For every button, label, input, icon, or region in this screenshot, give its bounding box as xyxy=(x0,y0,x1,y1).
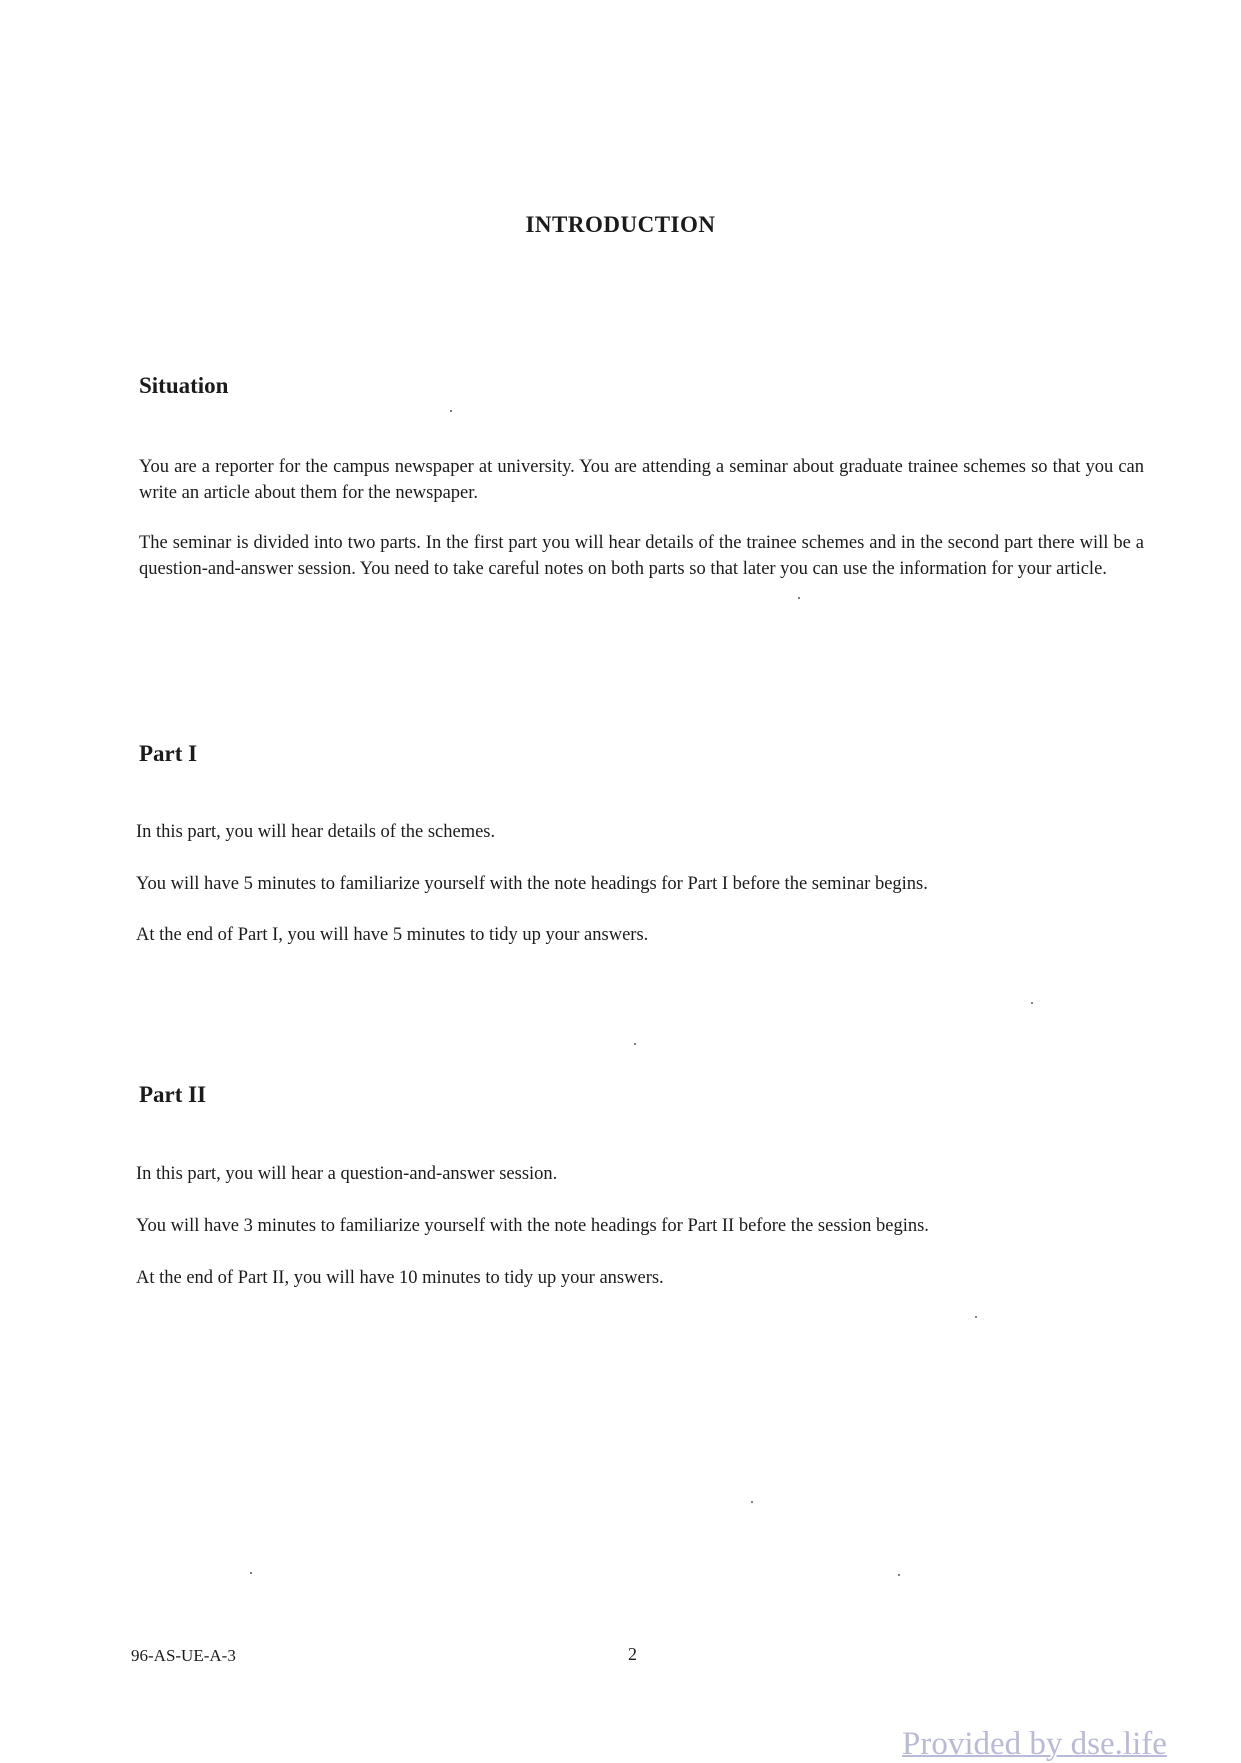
situation-paragraph-2: The seminar is divided into two parts. In the first part you will hear details of the trainee schemes and in the second part there will be a question-and-answer session. You need to take careful notes on both parts so that later you can use the information for your article. xyxy=(139,533,1144,579)
watermark-link[interactable]: Provided by dse.life xyxy=(902,1726,1167,1762)
page-title: INTRODUCTION xyxy=(525,212,716,237)
scan-speck xyxy=(798,597,800,599)
scan-speck xyxy=(1031,1002,1033,1004)
situation-heading: Situation xyxy=(139,373,229,398)
part2-line-1: In this part, you will hear a question-and-answer session. xyxy=(136,1164,558,1184)
part1-line-2: You will have 5 minutes to familiarize yourself with the note headings for Part I before the seminar begins. xyxy=(136,874,928,894)
scan-speck xyxy=(898,1574,900,1576)
part1-line-3: At the end of Part I, you will have 5 minutes to tidy up your answers. xyxy=(136,925,649,945)
part2-heading: Part II xyxy=(139,1082,207,1107)
situation-paragraph-1: You are a reporter for the campus newspaper at university. You are attending a seminar about graduate trainee schemes so that you can write an article about them for the newspaper. xyxy=(139,457,1144,503)
scan-speck xyxy=(975,1316,977,1318)
scan-speck xyxy=(634,1043,636,1045)
part1-line-1: In this part, you will hear details of the schemes. xyxy=(136,822,496,842)
scan-speck xyxy=(250,1572,252,1574)
scan-speck xyxy=(450,410,452,412)
part1-heading: Part I xyxy=(139,741,198,766)
footer-document-code: 96-AS-UE-A-3 xyxy=(131,1646,236,1665)
footer-page-number: 2 xyxy=(628,1644,637,1664)
part2-line-3: At the end of Part II, you will have 10 minutes to tidy up your answers. xyxy=(136,1268,664,1288)
part2-line-2: You will have 3 minutes to familiarize yourself with the note headings for Part II before the session begins. xyxy=(136,1216,929,1236)
scan-speck xyxy=(751,1501,753,1503)
